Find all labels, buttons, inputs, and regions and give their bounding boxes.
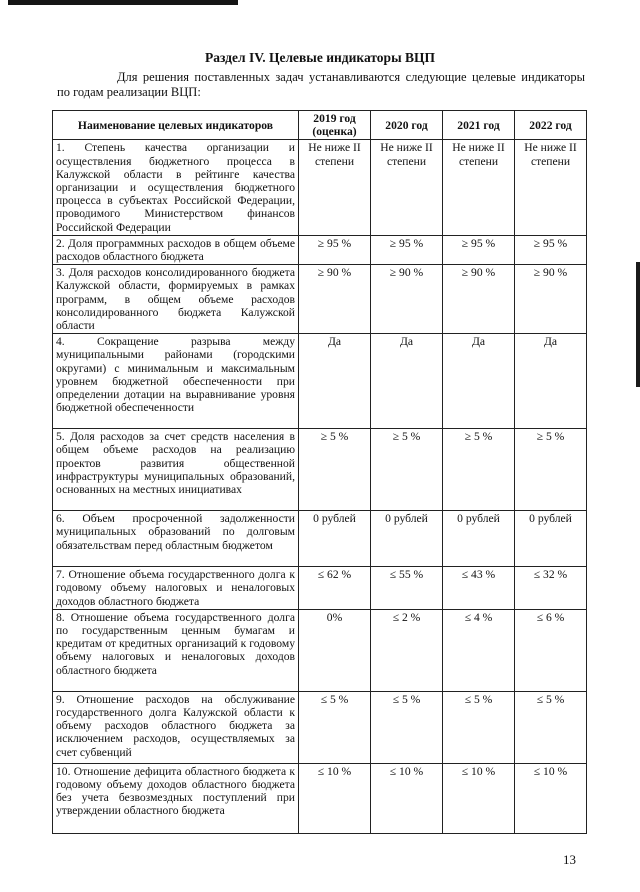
- table-row: [53, 334, 587, 429]
- value-2020: Да: [371, 334, 443, 429]
- value-2019: Не ниже II степени: [299, 140, 371, 235]
- table-row: [53, 235, 587, 264]
- intro-paragraph: Для решения поставленных задач устанавливаются следующие целевые индикаторы по годам реализации ВЦП:: [57, 70, 585, 99]
- value-2019: 0 рублей: [299, 511, 371, 567]
- header-year-2020: 2020 год: [371, 111, 443, 140]
- value-2022: ≥ 95 %: [515, 235, 587, 264]
- header-indicator-name: Наименование целевых индикаторов: [53, 111, 299, 140]
- page-number: 13: [563, 852, 576, 867]
- header-year-2022: 2022 год: [515, 111, 587, 140]
- value-2022: 0 рублей: [515, 511, 587, 567]
- table-row: [53, 609, 587, 691]
- value-2021: ≥ 95 %: [443, 235, 515, 264]
- value-2021: 0 рублей: [443, 511, 515, 567]
- value-2022: Да: [515, 334, 587, 429]
- value-2022: ≤ 10 %: [515, 763, 587, 833]
- value-2020: ≤ 10 %: [371, 763, 443, 833]
- section-title: Раздел IV. Целевые индикаторы ВЦП: [205, 50, 435, 65]
- table-row: [53, 567, 587, 610]
- value-2021: ≤ 4 %: [443, 609, 515, 691]
- value-2021: ≥ 5 %: [443, 429, 515, 511]
- value-2021: ≤ 10 %: [443, 763, 515, 833]
- table-row: [53, 511, 587, 567]
- table-header-row: [53, 111, 587, 140]
- value-2021: Не ниже II степени: [443, 140, 515, 235]
- indicator-name: 4. Сокращение разрыва между муниципальными районами (городскими округами) с минимальным и максимальным уровнем бюджетной обеспеченности при определении дотации на выравнивание уровня бюджетной обеспеченности: [53, 334, 299, 429]
- value-2022: ≤ 32 %: [515, 567, 587, 610]
- indicator-name: 10. Отношение дефицита областного бюджета к годовому объему доходов областного бюджета без учета безвозмездных поступлений при утверждении областного бюджета: [53, 763, 299, 833]
- table-row: [53, 763, 587, 833]
- value-2022: Не ниже II степени: [515, 140, 587, 235]
- value-2020: ≤ 55 %: [371, 567, 443, 610]
- value-2022: ≥ 5 %: [515, 429, 587, 511]
- value-2021: ≤ 5 %: [443, 691, 515, 763]
- value-2020: ≥ 95 %: [371, 235, 443, 264]
- value-2020: ≥ 5 %: [371, 429, 443, 511]
- value-2019: 0%: [299, 609, 371, 691]
- table-row: [53, 265, 587, 334]
- indicator-name: 7. Отношение объема государственного долга к годовому объему налоговых и неналоговых доходов областного бюджета: [53, 567, 299, 610]
- value-2022: ≤ 5 %: [515, 691, 587, 763]
- value-2020: ≤ 5 %: [371, 691, 443, 763]
- value-2022: ≤ 6 %: [515, 609, 587, 691]
- table-row: [53, 429, 587, 511]
- header-year-2019: 2019 год (оценка): [299, 111, 371, 140]
- scan-edge-right: [636, 262, 640, 387]
- value-2021: ≥ 90 %: [443, 265, 515, 334]
- table-row: [53, 140, 587, 235]
- value-2019: ≥ 95 %: [299, 235, 371, 264]
- value-2021: ≤ 43 %: [443, 567, 515, 610]
- value-2020: Не ниже II степени: [371, 140, 443, 235]
- indicator-name: 5. Доля расходов за счет средств населения в общем объеме расходов на реализацию проектов развития общественной инфраструктуры муниципальных образований, основанных на местных инициативах: [53, 429, 299, 511]
- value-2019: ≤ 62 %: [299, 567, 371, 610]
- scan-edge-top: [8, 0, 238, 5]
- value-2021: Да: [443, 334, 515, 429]
- indicator-name: 1. Степень качества организации и осуществления бюджетного процесса в Калужской области в рейтинге качества организации и осуществления бюджетного процесса в субъектах Российской Федерации, проводимого Министерством финансов Российской Федерации: [53, 140, 299, 235]
- indicators-table: [52, 110, 587, 834]
- value-2020: ≤ 2 %: [371, 609, 443, 691]
- table-row: [53, 691, 587, 763]
- header-year-2021: 2021 год: [443, 111, 515, 140]
- value-2020: 0 рублей: [371, 511, 443, 567]
- indicator-name: 3. Доля расходов консолидированного бюджета Калужской области, формируемых в рамках программ, в общем объеме расходов консолидированного бюджета Калужской области: [53, 265, 299, 334]
- value-2019: ≤ 5 %: [299, 691, 371, 763]
- value-2019: ≤ 10 %: [299, 763, 371, 833]
- indicator-name: 8. Отношение объема государственного долга по государственным ценным бумагам и кредитам от кредитных организаций к годовому объему налоговых и неналоговых доходов областного бюджета: [53, 609, 299, 691]
- value-2019: ≥ 5 %: [299, 429, 371, 511]
- value-2019: Да: [299, 334, 371, 429]
- value-2022: ≥ 90 %: [515, 265, 587, 334]
- indicator-name: 2. Доля программных расходов в общем объеме расходов областного бюджета: [53, 235, 299, 264]
- value-2019: ≥ 90 %: [299, 265, 371, 334]
- value-2020: ≥ 90 %: [371, 265, 443, 334]
- indicator-name: 9. Отношение расходов на обслуживание государственного долга Калужской области к объему расходов областного бюджета за исключением расходов, осуществляемых за счет субвенций: [53, 691, 299, 763]
- indicator-name: 6. Объем просроченной задолженности муниципальных образований по долговым обязательствам перед областным бюджетом: [53, 511, 299, 567]
